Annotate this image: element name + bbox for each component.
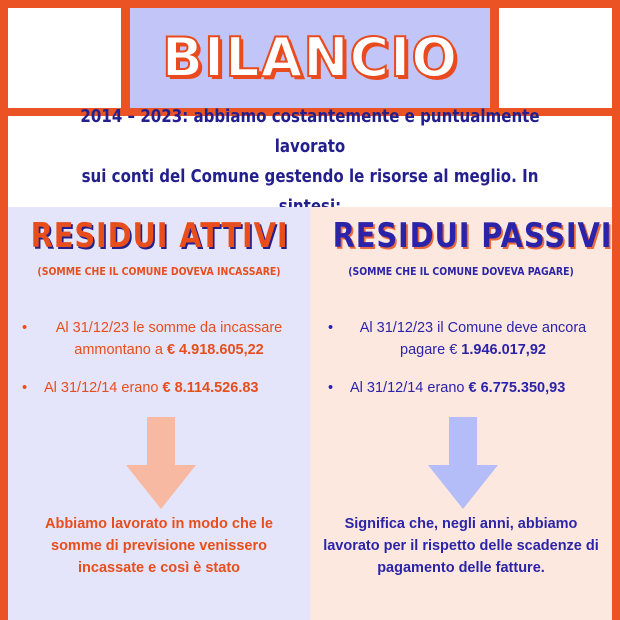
header-title-panel — [130, 8, 490, 108]
header-right-panel — [499, 8, 612, 108]
arrow-down-icon — [126, 417, 196, 509]
bullet-dot-icon: • — [328, 380, 334, 396]
residui-passivi-title: RESIDUI PASSIVI — [332, 216, 613, 256]
bullet-value: 1.946.017,92 — [461, 342, 546, 358]
bullet-dot-icon: • — [22, 320, 28, 336]
intro-line-2: sui conti del Comune gestendo le risorse al meglio. In — [81, 166, 539, 187]
residui-passivi-subtitle: (SOMME CHE IL COMUNE DOVEVA PAGARE) — [348, 265, 574, 278]
residui-attivi-bullet-2014 — [22, 377, 302, 399]
residui-passivi-bullet-2023 — [328, 317, 604, 361]
intro-line-1: 2014 – 2023: abbiamo costantemente e puntualmente lavorato — [80, 106, 540, 157]
arrow-down-icon — [428, 417, 498, 509]
header-left-panel — [8, 8, 121, 108]
bullet-dot-icon: • — [22, 380, 28, 396]
bullet-text: Al 31/12/23 il Comune deve ancora pagare € — [359, 320, 587, 358]
bullet-text: Al 31/12/23 le somme da incassare ammontano a — [55, 320, 283, 358]
intro-panel — [8, 106, 612, 207]
page-title: BILANCIO — [161, 26, 459, 89]
bullet-text: Al 31/12/14 erano — [350, 380, 469, 396]
residui-attivi-bullet-2023 — [22, 317, 302, 361]
residui-passivi-bullet-2014 — [328, 377, 604, 399]
residui-attivi-title: RESIDUI ATTIVI — [30, 216, 289, 256]
bullet-value: € 6.775.350,93 — [468, 380, 566, 396]
intro-text — [50, 102, 569, 222]
bullet-value: € 8.114.526.83 — [162, 380, 259, 396]
residui-attivi-closing: Abbiamo lavorato in modo che le somme di previsione venissero incassate e così è stato — [44, 516, 273, 576]
bullet-text: Al 31/12/14 erano — [44, 380, 163, 396]
residui-passivi-column — [310, 207, 612, 620]
bullet-value: € 4.918.605,22 — [166, 342, 264, 358]
residui-passivi-closing: Significa che, negli anni, abbiamo lavorato per il rispetto delle scadenze di pagamento delle fatture. — [323, 516, 599, 576]
residui-attivi-column — [8, 207, 310, 620]
bullet-dot-icon: • — [328, 320, 334, 336]
residui-attivi-subtitle: (SOMME CHE IL COMUNE DOVEVA INCASSARE) — [37, 265, 281, 278]
